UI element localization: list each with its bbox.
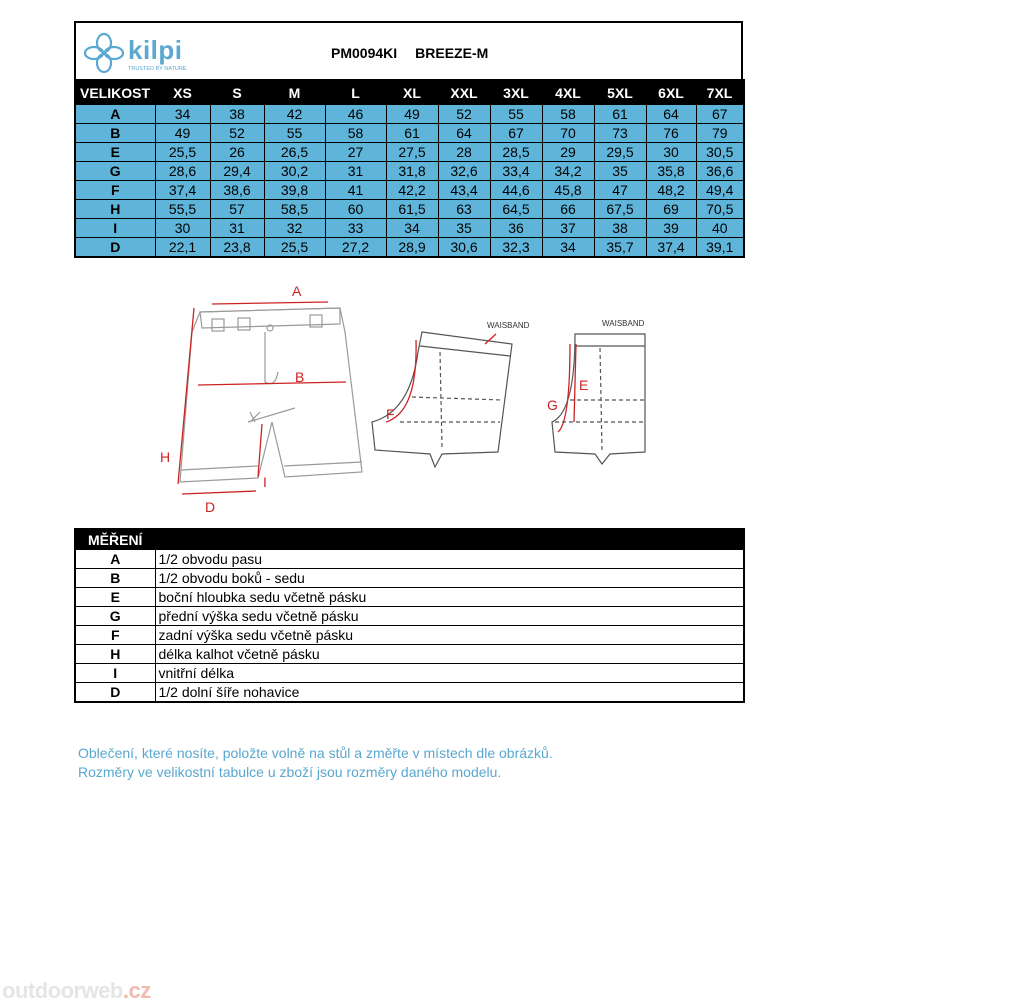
label-F: F — [386, 406, 395, 422]
size-row-b — [75, 124, 744, 143]
size-cell: 27,2 — [325, 238, 386, 258]
size-cell: 58 — [325, 124, 386, 143]
size-cell: 38 — [594, 219, 646, 238]
measurement-description: 1/2 obvodu pasu — [155, 550, 744, 569]
size-cell: 67 — [490, 124, 542, 143]
measurement-key: B — [75, 569, 155, 588]
measurement-description: boční hloubka sedu včetně pásku — [155, 588, 744, 607]
measurement-row — [75, 550, 744, 569]
size-cell: 35 — [594, 162, 646, 181]
size-row-a — [75, 105, 744, 124]
size-col-header: XS — [155, 80, 210, 105]
size-cell: 32,6 — [438, 162, 490, 181]
size-corner: VELIKOST — [75, 80, 155, 105]
size-cell: 61,5 — [386, 200, 438, 219]
size-cell: 27,5 — [386, 143, 438, 162]
size-row-label: G — [75, 162, 155, 181]
chart-header — [74, 21, 743, 79]
measurement-key: G — [75, 607, 155, 626]
size-cell: 34 — [542, 238, 594, 258]
size-table — [74, 79, 745, 258]
size-cell: 33,4 — [490, 162, 542, 181]
size-col-header: 3XL — [490, 80, 542, 105]
size-cell: 30,2 — [264, 162, 325, 181]
size-cell: 52 — [438, 105, 490, 124]
size-cell: 36 — [490, 219, 542, 238]
size-cell: 23,8 — [210, 238, 264, 258]
measurement-row — [75, 645, 744, 664]
shorts-measurement-diagram — [150, 272, 670, 512]
size-cell: 35 — [438, 219, 490, 238]
size-cell: 28,5 — [490, 143, 542, 162]
measurement-legend-table — [74, 528, 745, 703]
size-cell: 52 — [210, 124, 264, 143]
size-cell: 70 — [542, 124, 594, 143]
waistband-label-right: WAISBAND — [602, 319, 645, 328]
measurement-key: I — [75, 664, 155, 683]
size-cell: 37,4 — [155, 181, 210, 200]
shorts-front-view — [180, 308, 362, 482]
size-col-header: XL — [386, 80, 438, 105]
size-cell: 32,3 — [490, 238, 542, 258]
measurement-row — [75, 664, 744, 683]
measurement-key: E — [75, 588, 155, 607]
size-cell: 29,5 — [594, 143, 646, 162]
size-cell: 31 — [325, 162, 386, 181]
size-cell: 45,8 — [542, 181, 594, 200]
size-cell: 58,5 — [264, 200, 325, 219]
size-cell: 40 — [696, 219, 744, 238]
size-cell: 49 — [386, 105, 438, 124]
size-row-label: B — [75, 124, 155, 143]
size-cell: 38 — [210, 105, 264, 124]
size-cell: 64,5 — [490, 200, 542, 219]
size-col-header: S — [210, 80, 264, 105]
brand-name: kilpi — [128, 35, 183, 65]
size-col-header: 6XL — [646, 80, 696, 105]
size-row-label: F — [75, 181, 155, 200]
product-title — [331, 45, 506, 61]
size-row-label: E — [75, 143, 155, 162]
size-cell: 67,5 — [594, 200, 646, 219]
size-cell: 34 — [155, 105, 210, 124]
size-cell: 63 — [438, 200, 490, 219]
label-D: D — [205, 499, 216, 512]
size-cell: 39,8 — [264, 181, 325, 200]
size-cell: 35,8 — [646, 162, 696, 181]
size-cell: 30 — [155, 219, 210, 238]
size-cell: 27 — [325, 143, 386, 162]
brand-tagline: TRUSTED BY NATURE — [128, 66, 187, 72]
size-col-header: XXL — [438, 80, 490, 105]
measurement-description: vnitřní délka — [155, 664, 744, 683]
size-row-i — [75, 219, 744, 238]
size-cell: 57 — [210, 200, 264, 219]
size-cell: 55,5 — [155, 200, 210, 219]
size-cell: 64 — [438, 124, 490, 143]
size-cell: 61 — [386, 124, 438, 143]
size-cell: 28,9 — [386, 238, 438, 258]
size-cell: 43,4 — [438, 181, 490, 200]
measurement-description: 1/2 obvodu boků - sedu — [155, 569, 744, 588]
size-cell: 30,6 — [438, 238, 490, 258]
note-line-2: Rozměry ve velikostní tabulce u zboží jsou rozměry daného modelu. — [78, 764, 502, 780]
size-row-label: I — [75, 219, 155, 238]
size-cell: 46 — [325, 105, 386, 124]
measurement-row — [75, 626, 744, 645]
size-cell: 60 — [325, 200, 386, 219]
size-cell: 64 — [646, 105, 696, 124]
measurement-key: A — [75, 550, 155, 569]
size-cell: 67 — [696, 105, 744, 124]
size-cell: 37,4 — [646, 238, 696, 258]
size-cell: 29 — [542, 143, 594, 162]
size-cell: 70,5 — [696, 200, 744, 219]
size-cell: 73 — [594, 124, 646, 143]
size-cell: 22,1 — [155, 238, 210, 258]
label-B: B — [295, 369, 305, 385]
size-cell: 31 — [210, 219, 264, 238]
size-cell: 34 — [386, 219, 438, 238]
size-cell: 34,2 — [542, 162, 594, 181]
size-col-header: 5XL — [594, 80, 646, 105]
measurement-row — [75, 588, 744, 607]
size-cell: 28,6 — [155, 162, 210, 181]
size-row-label: D — [75, 238, 155, 258]
size-cell: 55 — [490, 105, 542, 124]
size-col-header: 7XL — [696, 80, 744, 105]
label-I: I — [263, 474, 267, 490]
label-G: G — [547, 397, 558, 413]
size-cell: 37 — [542, 219, 594, 238]
measurement-key: H — [75, 645, 155, 664]
size-col-header: 4XL — [542, 80, 594, 105]
size-cell: 38,6 — [210, 181, 264, 200]
size-cell: 28 — [438, 143, 490, 162]
measurement-description: zadní výška sedu včetně pásku — [155, 626, 744, 645]
size-cell: 25,5 — [264, 238, 325, 258]
kilpi-knot-icon — [84, 31, 124, 75]
label-A: A — [292, 283, 302, 299]
size-cell: 48,2 — [646, 181, 696, 200]
size-cell: 79 — [696, 124, 744, 143]
size-cell: 26,5 — [264, 143, 325, 162]
size-cell: 47 — [594, 181, 646, 200]
measurement-row — [75, 683, 744, 703]
size-header-row — [75, 80, 744, 105]
size-cell: 76 — [646, 124, 696, 143]
size-cell: 29,4 — [210, 162, 264, 181]
size-row-f — [75, 181, 744, 200]
measurement-key: F — [75, 626, 155, 645]
size-cell: 25,5 — [155, 143, 210, 162]
size-cell: 30 — [646, 143, 696, 162]
size-col-header: L — [325, 80, 386, 105]
size-cell: 58 — [542, 105, 594, 124]
size-cell: 31,8 — [386, 162, 438, 181]
size-cell: 36,6 — [696, 162, 744, 181]
size-cell: 41 — [325, 181, 386, 200]
waistband-label-left: WAISBAND — [487, 321, 530, 330]
kilpi-logo — [84, 31, 204, 75]
size-cell: 39,1 — [696, 238, 744, 258]
measurement-description: délka kalhot včetně pásku — [155, 645, 744, 664]
label-H: H — [160, 449, 171, 465]
note-line-1: Oblečení, které nosíte, položte volně na stůl a změřte v místech dle obrázků. — [78, 745, 553, 761]
watermark-main: outdoorweb — [2, 978, 123, 1003]
watermark — [2, 978, 151, 1004]
size-cell: 26 — [210, 143, 264, 162]
measurement-description: 1/2 dolní šíře nohavice — [155, 683, 744, 703]
size-cell: 32 — [264, 219, 325, 238]
size-row-label: A — [75, 105, 155, 124]
size-cell: 42 — [264, 105, 325, 124]
shorts-side-views — [372, 332, 645, 467]
size-row-label: H — [75, 200, 155, 219]
size-cell: 30,5 — [696, 143, 744, 162]
size-cell: 39 — [646, 219, 696, 238]
measurement-key: D — [75, 683, 155, 703]
size-row-h — [75, 200, 744, 219]
size-row-e — [75, 143, 744, 162]
size-cell: 35,7 — [594, 238, 646, 258]
size-cell: 61 — [594, 105, 646, 124]
measurement-row — [75, 607, 744, 626]
size-cell: 44,6 — [490, 181, 542, 200]
size-cell: 66 — [542, 200, 594, 219]
label-E: E — [579, 377, 589, 393]
measurement-description: přední výška sedu včetně pásku — [155, 607, 744, 626]
product-model: BREEZE-M — [415, 45, 489, 61]
measuring-note — [78, 744, 553, 782]
measurement-row — [75, 569, 744, 588]
product-code: PM0094KI — [331, 45, 398, 61]
size-row-d — [75, 238, 744, 258]
measurement-legend-header: MĚŘENÍ — [75, 529, 744, 550]
size-cell: 49 — [155, 124, 210, 143]
size-row-g — [75, 162, 744, 181]
watermark-tld: .cz — [122, 978, 151, 1003]
size-cell: 42,2 — [386, 181, 438, 200]
size-cell: 55 — [264, 124, 325, 143]
size-cell: 49,4 — [696, 181, 744, 200]
size-cell: 69 — [646, 200, 696, 219]
size-cell: 33 — [325, 219, 386, 238]
size-col-header: M — [264, 80, 325, 105]
